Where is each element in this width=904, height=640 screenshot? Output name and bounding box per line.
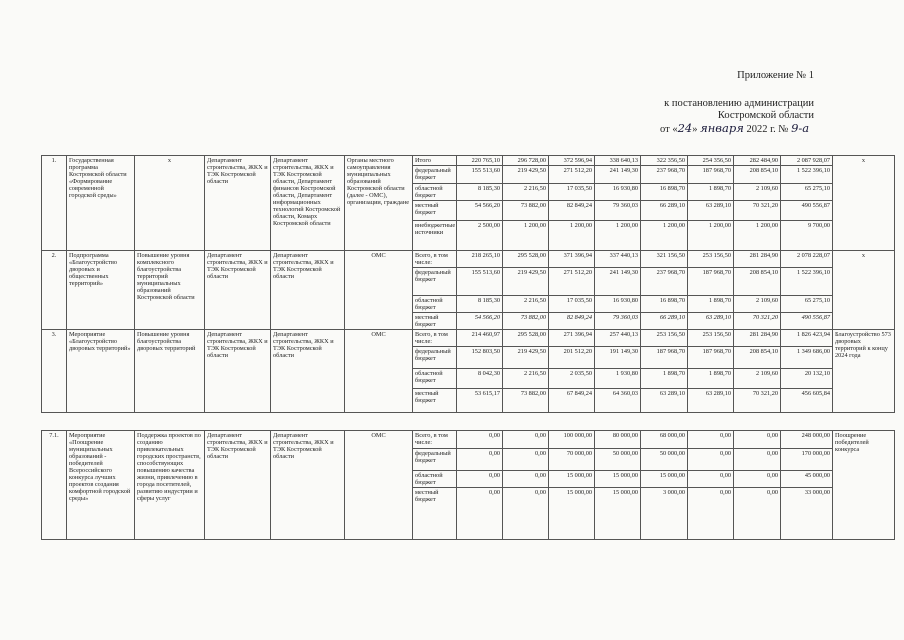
funding-value: 208 854,10: [734, 268, 781, 296]
funding-value: 2 216,50: [503, 184, 549, 201]
program-name: Подпрограмма «Благоустройство дворовых и общественных территорий»: [67, 251, 135, 330]
funding-value: 0,00: [734, 488, 781, 540]
funding-value: 2 087 928,07: [781, 156, 833, 166]
funding-source-label: местный бюджет: [413, 313, 457, 330]
funding-source-label: федеральный бюджет: [413, 449, 457, 471]
expected-result: Поощрение победителей конкурса: [833, 431, 895, 540]
funding-value: 53 615,17: [457, 389, 503, 413]
funding-value: 54 566,20: [457, 201, 503, 221]
co-executors: Департамент строительства, ЖКХ и ТЭК Костромской области: [271, 251, 345, 330]
funding-value: 2 109,60: [734, 296, 781, 313]
funding-value: 271 512,20: [549, 166, 595, 184]
participants: ОМС: [345, 431, 413, 540]
funding-value: 0,00: [734, 431, 781, 449]
funding-value: 0,00: [688, 449, 734, 471]
funding-value: 33 000,00: [781, 488, 833, 540]
funding-source-label: Всего, в том числе:: [413, 431, 457, 449]
funding-value: 1 200,00: [549, 221, 595, 251]
funding-source-label: федеральный бюджет: [413, 268, 457, 296]
funding-value: 15 000,00: [595, 471, 641, 488]
funding-value: 237 968,70: [641, 268, 688, 296]
funding-value: 63 289,10: [688, 201, 734, 221]
funding-value: 241 149,30: [595, 166, 641, 184]
funding-value: 187 968,70: [641, 347, 688, 369]
funding-value: 16 898,70: [641, 184, 688, 201]
funding-source-label: федеральный бюджет: [413, 347, 457, 369]
funding-value: 0,00: [503, 431, 549, 449]
funding-value: 63 289,10: [641, 389, 688, 413]
row-number: 7.1.: [42, 431, 67, 540]
program-name: Государственная программа Костромской области «Формирование современной городской среды»: [67, 156, 135, 251]
funding-value: 65 275,10: [781, 184, 833, 201]
funding-value: 70 000,00: [549, 449, 595, 471]
table-row: [42, 431, 895, 449]
date-year: 2022 г. №: [746, 124, 789, 135]
funding-value: 321 156,50: [641, 251, 688, 268]
responsible-executor: Департамент строительства, ЖКХ и ТЭК Костромской области: [205, 431, 271, 540]
funding-value: 73 882,00: [503, 313, 549, 330]
funding-source-label: местный бюджет: [413, 201, 457, 221]
funding-value: 219 429,50: [503, 166, 549, 184]
funding-value: 456 605,84: [781, 389, 833, 413]
funding-value: 66 289,10: [641, 201, 688, 221]
funding-value: 208 854,10: [734, 166, 781, 184]
participants: ОМС: [345, 251, 413, 330]
funding-value: 152 803,50: [457, 347, 503, 369]
funding-value: 65 275,10: [781, 296, 833, 313]
funding-value: 0,00: [734, 449, 781, 471]
funding-value: 8 185,30: [457, 296, 503, 313]
funding-value: 16 930,80: [595, 184, 641, 201]
funding-value: 15 000,00: [549, 488, 595, 540]
row-number: 1.: [42, 156, 67, 251]
co-executors: Департамент строительства, ЖКХ и ТЭК Костромской области, Департамент финансов Костромской области, Департамент информационных технологий Костромской области, Комарх Костромской области: [271, 156, 345, 251]
funding-value: 1 200,00: [503, 221, 549, 251]
funding-value: 253 156,50: [688, 251, 734, 268]
funding-value: 201 512,20: [549, 347, 595, 369]
funding-value: 271 512,20: [549, 268, 595, 296]
funding-value: 0,00: [688, 431, 734, 449]
funding-value: 1 898,70: [688, 369, 734, 389]
co-executors: Департамент строительства, ЖКХ и ТЭК Костромской области: [271, 330, 345, 413]
funding-value: 9 700,00: [781, 221, 833, 251]
funding-source-label: областной бюджет: [413, 471, 457, 488]
funding-value: 187 968,70: [688, 347, 734, 369]
funding-value: 2 216,50: [503, 369, 549, 389]
funding-value: 2 109,60: [734, 369, 781, 389]
funding-value: 50 000,00: [595, 449, 641, 471]
funding-source-label: Всего, в том числе:: [413, 251, 457, 268]
funding-value: 1 826 423,94: [781, 330, 833, 347]
funding-value: 337 440,13: [595, 251, 641, 268]
funding-value: 68 000,00: [641, 431, 688, 449]
appendix-title: Приложение № 1: [737, 70, 814, 81]
funding-value: 16 898,70: [641, 296, 688, 313]
funding-value: 15 000,00: [549, 471, 595, 488]
participants: ОМС: [345, 330, 413, 413]
program-table: [41, 155, 895, 413]
task-cell: Повышение уровня комплексного благоустройства территорий муниципальных образований Костромской области: [135, 251, 205, 330]
funding-value: 296 728,00: [503, 156, 549, 166]
funding-value: 17 035,50: [549, 184, 595, 201]
task-cell: Повышение уровня благоустройства дворовых территорий: [135, 330, 205, 413]
responsible-executor: Департамент строительства, ЖКХ и ТЭК Костромской области: [205, 251, 271, 330]
funding-value: 219 429,50: [503, 347, 549, 369]
funding-value: 282 484,90: [734, 156, 781, 166]
funding-value: 70 321,20: [734, 313, 781, 330]
responsible-executor: Департамент строительства, ЖКХ и ТЭК Костромской области: [205, 156, 271, 251]
funding-value: 82 849,24: [549, 313, 595, 330]
handwritten-month: января: [700, 121, 744, 135]
funding-value: 100 000,00: [549, 431, 595, 449]
funding-value: 281 284,90: [734, 251, 781, 268]
funding-value: 2 035,50: [549, 369, 595, 389]
funding-value: 66 289,10: [641, 313, 688, 330]
funding-value: 0,00: [457, 431, 503, 449]
funding-value: 0,00: [688, 471, 734, 488]
funding-value: 219 429,50: [503, 268, 549, 296]
resolution-line: к постановлению администрации: [664, 98, 814, 109]
funding-value: 1 349 686,00: [781, 347, 833, 369]
funding-value: 0,00: [734, 471, 781, 488]
funding-value: 241 149,30: [595, 268, 641, 296]
funding-value: 80 000,00: [595, 431, 641, 449]
table-row: [42, 156, 895, 166]
handwritten-day: 24: [677, 121, 693, 135]
funding-source-label: областной бюджет: [413, 369, 457, 389]
co-executors: Департамент строительства, ЖКХ и ТЭК Костромской области: [271, 431, 345, 540]
program-name: Мероприятие «Благоустройство дворовых территорий»: [67, 330, 135, 413]
funding-value: 8 042,30: [457, 369, 503, 389]
funding-value: 1 522 396,10: [781, 166, 833, 184]
funding-value: 50 000,00: [641, 449, 688, 471]
funding-value: 54 566,20: [457, 313, 503, 330]
funding-value: 295 528,00: [503, 251, 549, 268]
funding-value: 490 556,87: [781, 313, 833, 330]
funding-value: 490 556,87: [781, 201, 833, 221]
handwritten-number: 9-а: [791, 121, 810, 135]
funding-value: 214 460,97: [457, 330, 503, 347]
funding-value: 208 854,10: [734, 347, 781, 369]
funding-value: 271 396,94: [549, 330, 595, 347]
funding-value: 73 882,00: [503, 201, 549, 221]
funding-source-label: внебюджетные источники: [413, 221, 457, 251]
funding-source-label: федеральный бюджет: [413, 166, 457, 184]
funding-value: 20 132,10: [781, 369, 833, 389]
funding-value: 16 930,80: [595, 296, 641, 313]
funding-value: 371 396,94: [549, 251, 595, 268]
funding-value: 0,00: [457, 449, 503, 471]
funding-value: 1 898,70: [688, 184, 734, 201]
funding-value: 372 596,94: [549, 156, 595, 166]
funding-value: 0,00: [457, 471, 503, 488]
date-mid: »: [692, 124, 698, 135]
funding-value: 220 765,10: [457, 156, 503, 166]
funding-value: 79 360,03: [595, 313, 641, 330]
table-row: [42, 251, 895, 268]
funding-value: 1 898,70: [641, 369, 688, 389]
funding-value: 187 968,70: [688, 166, 734, 184]
funding-value: 15 000,00: [641, 471, 688, 488]
program-name: Мероприятие «Поощрение муниципальных образований - победителей Всероссийского конкурса лучших проектов создания комфортной городской среды»: [67, 431, 135, 540]
funding-value: 257 440,13: [595, 330, 641, 347]
expected-result: х: [833, 156, 895, 251]
funding-value: 15 000,00: [595, 488, 641, 540]
funding-value: 248 000,00: [781, 431, 833, 449]
table-row: [42, 330, 895, 347]
funding-value: 2 216,50: [503, 296, 549, 313]
date-prefix: от «: [660, 124, 678, 135]
funding-value: 254 356,50: [688, 156, 734, 166]
funding-value: 1 200,00: [641, 221, 688, 251]
funding-value: 2 109,60: [734, 184, 781, 201]
funding-value: 253 156,50: [688, 330, 734, 347]
funding-value: 67 849,24: [549, 389, 595, 413]
funding-value: 70 321,20: [734, 201, 781, 221]
region-line: Костромской области: [717, 110, 814, 121]
funding-value: 1 898,70: [688, 296, 734, 313]
measure-table: [41, 430, 895, 540]
expected-result: Благоустройство 573 дворовых территорий к концу 2024 года: [833, 330, 895, 413]
funding-source-label: местный бюджет: [413, 488, 457, 540]
funding-value: 170 000,00: [781, 449, 833, 471]
funding-value: 1 200,00: [595, 221, 641, 251]
funding-value: 281 284,90: [734, 330, 781, 347]
funding-value: 73 882,00: [503, 389, 549, 413]
funding-value: 45 000,00: [781, 471, 833, 488]
funding-value: 295 528,00: [503, 330, 549, 347]
funding-value: 79 360,03: [595, 201, 641, 221]
funding-source-label: Всего, в том числе:: [413, 330, 457, 347]
funding-value: 1 200,00: [688, 221, 734, 251]
funding-value: 155 513,60: [457, 268, 503, 296]
funding-value: 0,00: [503, 449, 549, 471]
funding-value: 17 035,50: [549, 296, 595, 313]
resolution-date-line: [660, 121, 809, 135]
funding-value: 1 200,00: [734, 221, 781, 251]
funding-value: 0,00: [503, 488, 549, 540]
funding-value: 0,00: [688, 488, 734, 540]
task-cell: Поддержка проектов по созданию привлекательных городских пространств, способствующих повышению качества жизни, привлечению в города посетителей, развитию индустрии и сферы услуг: [135, 431, 205, 540]
funding-source-label: областной бюджет: [413, 296, 457, 313]
funding-source-label: местный бюджет: [413, 389, 457, 413]
row-number: 3.: [42, 330, 67, 413]
funding-value: 218 265,10: [457, 251, 503, 268]
funding-value: 70 321,20: [734, 389, 781, 413]
funding-value: 1 930,80: [595, 369, 641, 389]
expected-result: х: [833, 251, 895, 330]
funding-value: 2 500,00: [457, 221, 503, 251]
funding-value: 63 289,10: [688, 389, 734, 413]
funding-value: 253 156,50: [641, 330, 688, 347]
funding-value: 3 000,00: [641, 488, 688, 540]
funding-value: 237 968,70: [641, 166, 688, 184]
funding-value: 322 356,50: [641, 156, 688, 166]
funding-value: 1 522 396,10: [781, 268, 833, 296]
funding-value: 82 849,24: [549, 201, 595, 221]
funding-source-label: Итого: [413, 156, 457, 166]
funding-source-label: областной бюджет: [413, 184, 457, 201]
funding-value: 64 360,03: [595, 389, 641, 413]
funding-value: 191 149,30: [595, 347, 641, 369]
funding-value: 63 289,10: [688, 313, 734, 330]
funding-value: 2 078 228,07: [781, 251, 833, 268]
funding-value: 187 968,70: [688, 268, 734, 296]
funding-value: 8 185,30: [457, 184, 503, 201]
funding-value: 155 513,60: [457, 166, 503, 184]
funding-value: 0,00: [457, 488, 503, 540]
funding-value: 0,00: [503, 471, 549, 488]
funding-value: 338 640,13: [595, 156, 641, 166]
row-number: 2.: [42, 251, 67, 330]
responsible-executor: Департамент строительства, ЖКХ и ТЭК Костромской области: [205, 330, 271, 413]
participants: Органы местного самоуправления муниципальных образований Костромской области (далее - ОМС), организации, граждане: [345, 156, 413, 251]
task-cell: х: [135, 156, 205, 251]
